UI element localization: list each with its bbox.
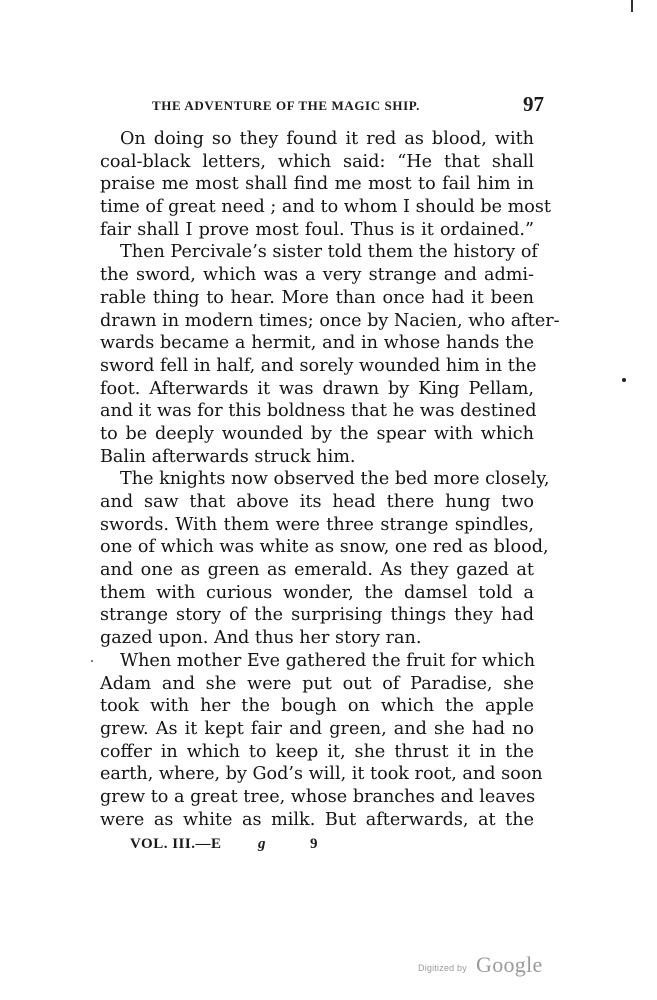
text-line: coffer in which to keep it, she thrust it in the bbox=[100, 741, 534, 762]
text-line: and saw that above its head there hung two bbox=[100, 492, 534, 512]
page-number: 97 bbox=[523, 92, 544, 116]
text-line: Then Percivale’s sister told them the history of bbox=[120, 242, 538, 263]
signature-line bbox=[130, 836, 330, 858]
text-line: The knights now observed the bed more closely, bbox=[120, 469, 550, 490]
signature-volume: VOL. III.—E bbox=[130, 836, 222, 852]
text-line: time of great need ; and to whom I should be most bbox=[100, 197, 551, 218]
text-line: drawn in modern times; once by Nacien, who after- bbox=[100, 310, 560, 331]
watermark-prefix: Digitized by bbox=[418, 963, 467, 973]
text-line: and one as green as emerald. As they gazed at bbox=[100, 560, 534, 581]
text-line: gazed upon. And thus her story ran. bbox=[100, 628, 422, 649]
text-line: to be deeply wounded by the spear with which bbox=[100, 423, 534, 444]
text-line: Adam and she were put out of Paradise, she bbox=[100, 673, 534, 694]
text-line: wards became a hermit, and in whose hands the bbox=[100, 333, 534, 354]
text-line: took with her the bough on which the apple bbox=[100, 696, 534, 717]
text-line: grew. As it kept fair and green, and she had no bbox=[100, 718, 534, 739]
scan-edge-mark bbox=[631, 0, 633, 12]
text-line: swords. With them were three strange spindles, bbox=[100, 514, 534, 535]
text-line: were as white as milk. But afterwards, at the bbox=[100, 809, 534, 830]
text-line: praise me most shall find me most to fail him in bbox=[100, 174, 534, 195]
text-line: one of which was white as snow, one red as blood, bbox=[100, 537, 549, 558]
text-line: strange story of the surprising things they had bbox=[100, 605, 534, 626]
running-head bbox=[152, 94, 544, 120]
digitized-watermark bbox=[418, 952, 558, 982]
running-title: THE ADVENTURE OF THE MAGIC SHIP. bbox=[152, 98, 420, 113]
watermark-brand: Google bbox=[476, 952, 543, 977]
body-text bbox=[100, 128, 560, 831]
text-line: earth, where, by God’s will, it took root, and soon bbox=[100, 764, 543, 785]
signature-number: 9 bbox=[310, 836, 318, 852]
text-line: rable thing to hear. More than once had it been bbox=[100, 287, 534, 308]
text-line: sword fell in half, and sorely wounded him in the bbox=[100, 355, 537, 376]
text-line: them with curious wonder, the damsel told a bbox=[100, 582, 534, 603]
text-line: When mother Eve gathered the fruit for which bbox=[120, 650, 536, 671]
text-line: the sword, which was a very strange and admi- bbox=[100, 265, 534, 286]
text-line: On doing so they found it red as blood, with bbox=[120, 129, 534, 149]
margin-speck bbox=[622, 378, 626, 382]
text-line: and it was for this boldness that he was destined bbox=[100, 401, 537, 422]
text-line: foot. Afterwards it was drawn by King Pellam, bbox=[100, 378, 534, 399]
signature-letter: g bbox=[258, 836, 266, 852]
margin-speck bbox=[91, 660, 93, 662]
text-line: coal-black letters, which said: “He that shall bbox=[100, 151, 534, 172]
text-line: Balin afterwards struck him. bbox=[100, 446, 356, 467]
text-line: fair shall I prove most foul. Thus is it ordained.” bbox=[100, 219, 534, 240]
text-line: grew to a great tree, whose branches and leaves bbox=[100, 786, 536, 807]
